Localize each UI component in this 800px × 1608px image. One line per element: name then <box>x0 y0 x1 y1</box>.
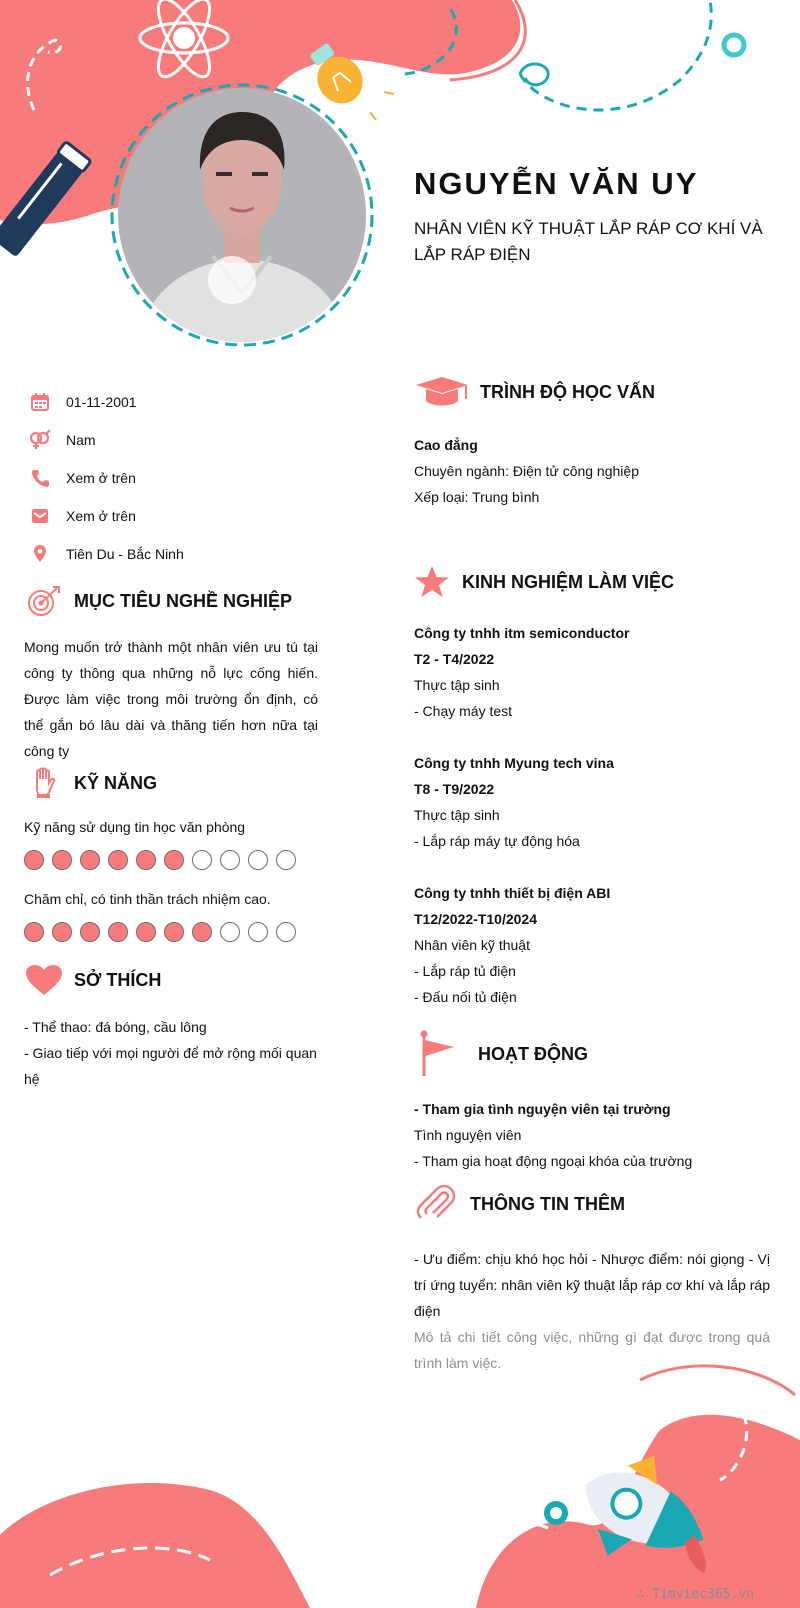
education-heading <box>414 372 774 412</box>
email-icon <box>28 504 52 528</box>
rating-dot-filled <box>108 922 128 942</box>
graduation-cap-icon <box>414 375 470 409</box>
extra-info-text: - Ưu điểm: chịu khó học hỏi - Nhược điểm: nói giọng - Vị trí ứng tuyển: nhân viên kỹ thuật lắp ráp cơ khí và lắp ráp điện <box>414 1251 770 1319</box>
rating-dot-filled <box>136 850 156 870</box>
job-title: NHÂN VIÊN KỸ THUẬT LẮP RÁP CƠ KHÍ VÀ LẮP RÁP ĐIỆN <box>414 219 763 264</box>
job-detail: - Chạy máy test <box>414 703 513 719</box>
hobbies-heading <box>24 962 324 998</box>
job-detail: - Lắp ráp tủ điện <box>414 963 516 979</box>
contact-birthday <box>28 383 358 421</box>
rating-dot-filled <box>164 850 184 870</box>
skills-title: KỸ NĂNG <box>74 772 158 793</box>
skill-rating <box>24 850 324 872</box>
job-company: Công ty tnhh thiết bị điện ABI <box>414 885 611 901</box>
contact-info <box>28 383 358 573</box>
phone-icon <box>28 466 52 490</box>
rating-dot-empty <box>192 850 212 870</box>
rating-dot-empty <box>220 850 240 870</box>
skills-section <box>24 766 324 944</box>
skill-label: Chăm chỉ, có tinh thần trách nhiệm cao. <box>24 891 271 907</box>
hobbies-title: SỞ THÍCH <box>74 969 162 990</box>
target-icon <box>24 585 64 617</box>
candidate-name: NGUYỄN VĂN UY <box>414 166 699 201</box>
rating-dot-empty <box>248 850 268 870</box>
rating-dot-filled <box>192 922 212 942</box>
contact-email <box>28 497 358 535</box>
activity-role: Tình nguyện viên <box>414 1127 522 1143</box>
activities-section <box>414 1030 774 1174</box>
extra-info-placeholder: Mô tả chi tiết công việc, những gì đạt được trong quá trình làm việc. <box>414 1329 770 1371</box>
extra-info-title: THÔNG TIN THÊM <box>470 1193 625 1214</box>
rating-dot-filled <box>164 922 184 942</box>
extra-info-section <box>414 1184 770 1376</box>
rating-dot-filled <box>52 850 72 870</box>
rating-dot-filled <box>24 850 44 870</box>
rating-dot-filled <box>24 922 44 942</box>
hobby-line: - Thể thao: đá bóng, cầu lông <box>24 1019 207 1035</box>
job-period: T8 - T9/2022 <box>414 781 495 797</box>
profile-photo <box>118 88 366 342</box>
job-detail: - Đấu nối tủ điện <box>414 989 517 1005</box>
raised-hand-icon <box>24 767 64 799</box>
objective-title: MỤC TIÊU NGHỀ NGHIỆP <box>74 590 293 611</box>
avatar <box>118 88 366 342</box>
skill-label: Kỹ năng sử dụng tin học văn phòng <box>24 819 246 835</box>
flag-icon <box>414 1030 458 1078</box>
education-major: Chuyên ngành: Điện tử công nghiệp <box>414 463 639 479</box>
address-value: Tiên Du - Bắc Ninh <box>66 546 184 562</box>
star-icon <box>414 565 450 599</box>
watermark: ∴ Timviec365.vn <box>636 1587 754 1602</box>
skills-heading <box>24 766 324 800</box>
education-grade: Xếp loại: Trung bình <box>414 489 540 505</box>
job-position: Thực tập sinh <box>414 677 500 693</box>
contact-address <box>28 535 358 573</box>
rating-dot-filled <box>80 922 100 942</box>
rating-dot-empty <box>248 922 268 942</box>
hobby-line: - Giao tiếp với mọi người để mở rộng mối quan hệ <box>24 1045 317 1087</box>
job-company: Công ty tnhh itm semiconductor <box>414 625 630 641</box>
rating-dot-filled <box>136 922 156 942</box>
gender-value: Nam <box>66 432 96 448</box>
job-period: T2 - T4/2022 <box>414 651 495 667</box>
job-position: Nhân viên kỹ thuật <box>414 937 530 953</box>
rating-dot-empty <box>276 850 296 870</box>
objective-heading <box>24 584 318 618</box>
paperclip-icon <box>414 1184 458 1224</box>
rating-dot-empty <box>220 922 240 942</box>
job-company: Công ty tnhh Myung tech vina <box>414 755 614 771</box>
phone-value: Xem ở trên <box>66 470 136 486</box>
rating-dot-filled <box>52 922 72 942</box>
experience-list <box>414 620 774 1010</box>
email-value: Xem ở trên <box>66 508 136 524</box>
hobbies-section <box>24 962 324 1092</box>
objective-text: Mong muốn trở thành một nhân viên ưu tú tại công ty thông qua những nỗ lực cống hiến. Được làm việc trong môi trường ổn định, có thể gắn bó lâu dài và thăng tiến hơn nữa tại công ty <box>24 639 318 759</box>
education-title: TRÌNH ĐỘ HỌC VẤN <box>480 381 655 402</box>
experience-title: KINH NGHIỆM LÀM VIỆC <box>462 571 675 592</box>
activity-detail: - Tham gia hoạt động ngoại khóa của trường <box>414 1153 693 1169</box>
contact-gender <box>28 421 358 459</box>
activities-heading <box>414 1030 774 1078</box>
job-entry <box>414 750 774 854</box>
gender-icon <box>28 428 52 452</box>
calendar-icon <box>28 390 52 414</box>
extra-info-heading <box>414 1184 770 1224</box>
location-pin-icon <box>28 542 52 566</box>
job-entry <box>414 620 774 724</box>
job-position: Thực tập sinh <box>414 807 500 823</box>
rating-dot-filled <box>108 850 128 870</box>
objective-section <box>24 584 318 764</box>
contact-phone <box>28 459 358 497</box>
experience-heading <box>414 562 774 602</box>
rating-dot-empty <box>276 922 296 942</box>
job-period: T12/2022-T10/2024 <box>414 911 537 927</box>
education-degree: Cao đẳng <box>414 437 478 453</box>
heart-icon <box>24 964 64 996</box>
birthday-value: 01-11-2001 <box>66 394 137 410</box>
activity-heading: - Tham gia tình nguyện viên tại trường <box>414 1101 671 1117</box>
rating-dot-filled <box>80 850 100 870</box>
job-entry <box>414 880 774 1010</box>
education-section <box>414 372 774 510</box>
skill-rating <box>24 922 324 944</box>
experience-section <box>414 562 774 1036</box>
activities-title: HOẠT ĐỘNG <box>478 1043 588 1064</box>
job-detail: - Lắp ráp máy tự động hóa <box>414 833 580 849</box>
